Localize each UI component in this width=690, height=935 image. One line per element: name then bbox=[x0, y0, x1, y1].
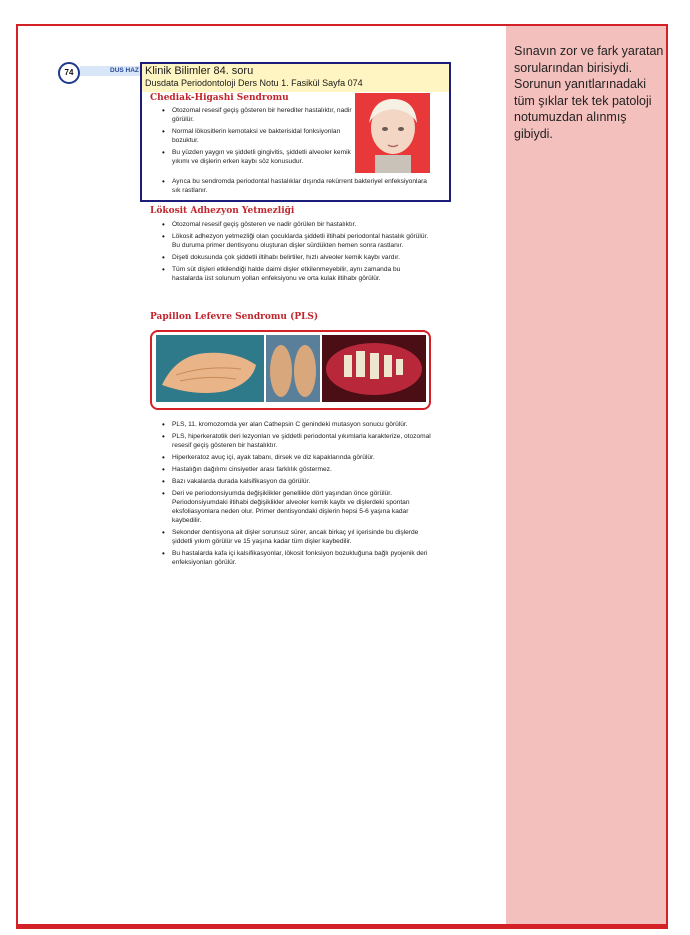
page-number: 74 bbox=[58, 62, 80, 84]
section-title-chediak: Chediak-Higashi Sendromu bbox=[150, 93, 289, 103]
list-item: • Bazı vakalarda durada kalsifikasyon da görülür. bbox=[160, 477, 432, 486]
callout-subtitle: Dusdata Periodontoloji Ders Notu 1. Fasikül Sayfa 074 bbox=[145, 78, 363, 88]
list-item: • Otozomal resesif geçiş gösteren ve nadir görülen bir hastalıktır. bbox=[160, 220, 432, 229]
sidebar-note: Sınavın zor ve fark yaratan sorularından birisiydi. Sorunun yanıtlarınadaki tüm şıklar tek tek patoloji notumuzdan alınmış gibiydi. bbox=[514, 44, 664, 141]
list-item: • Tüm süt dişleri etkilendiği halde daimi dişler etkilenmeyebilir, aynı zamanda bu hastalarda üst solunum yolları enfeksiyonu ve orta kulak iltihabı görülür. bbox=[160, 265, 432, 283]
hand-photo bbox=[156, 335, 264, 402]
list-item: • PLS, 11. kromozomda yer alan Cathepsin C genindeki mutasyon sonucu görülür. bbox=[160, 420, 432, 429]
callout-box bbox=[140, 62, 451, 202]
callout-title: Klinik Bilimler 84. soru bbox=[145, 65, 254, 77]
list-item: • Sekonder dentisyona ait dişler sorunsuz sürer, ancak birkaç yıl içerisinde bu dişlerde şiddetli yıkım görülür ve 15 yaşına kadar tüm dişler kaybedilir. bbox=[160, 528, 432, 546]
feet-photo bbox=[266, 335, 320, 402]
running-head: DUS HAZ bbox=[80, 66, 140, 76]
list-item: • Bu yüzden yaygın ve şiddetli gingivitis, şiddetli alveoler kemik yıkımı ve dişlerin erken kaybı söz konusudur. bbox=[160, 148, 352, 166]
lad-list bbox=[160, 220, 432, 286]
list-item: • Hiperkeratoz avuç içi, ayak tabanı, dirsek ve diz kapaklarında görülür. bbox=[160, 453, 432, 462]
list-item: • Normal lökositlerin kemotaksi ve bakterisidal fonksiyonları bozuktur. bbox=[160, 127, 352, 145]
list-item: • Deri ve periodonsiyumda değişiklikler genellikle dört yaşından önce görülür. Periodonsiyumdaki iltihabi değişiklikler alveoler kemik kaybı ve dişlerdeki spontan eksfoliasyonlara neden olur. Primer dentisyondaki dişlerin hepsi 5-6 yaşına kadar kaybedilir. bbox=[160, 489, 432, 525]
list-item: • Ayrıca bu sendromda periodontal hastalıklar dışında rekürrent bakteriyel enfeksiyonlara sık rastlanır. bbox=[160, 177, 432, 195]
list-item: • Dişeti dokusunda çok şiddetli iltihabı belirtiler, hızlı alveoler kemik kaybı vardır. bbox=[160, 253, 432, 262]
list-item: • Bu hastalarda kafa içi kalsifikasyonlar, lökosit fonksiyon bozukluğuna bağlı pyojenik deri enfeksiyonları görülür. bbox=[160, 549, 432, 567]
list-item: • Otozomal resesif geçiş gösteren bir herediter hastalıktır, nadir görülür. bbox=[160, 106, 352, 124]
mouth-photo bbox=[322, 335, 426, 402]
list-item: • PLS, hiperkeratotik deri lezyonları ve şiddetli periodontal yıkımlarla karakterize, otozomal resesif geçiş gösteren bir hastalıktır. bbox=[160, 432, 432, 450]
list-item: • Lökosit adhezyon yetmezliği olan çocuklarda şiddetli iltihabi periodontal hastalık görülür. Bu duruma primer dentisyonu oluşturan dişler sürdükten hemen sonra rastlanır. bbox=[160, 232, 432, 250]
section-title-lad: Lökosit Adhezyon Yetmezliği bbox=[150, 206, 295, 216]
sidebar-panel bbox=[506, 26, 666, 924]
section-title-pls: Papillon Lefevre Sendromu (PLS) bbox=[150, 312, 319, 322]
list-item: • Hastalığın dağılımı cinsiyetler arası farklılık göstermez. bbox=[160, 465, 432, 474]
pls-list bbox=[160, 420, 432, 570]
